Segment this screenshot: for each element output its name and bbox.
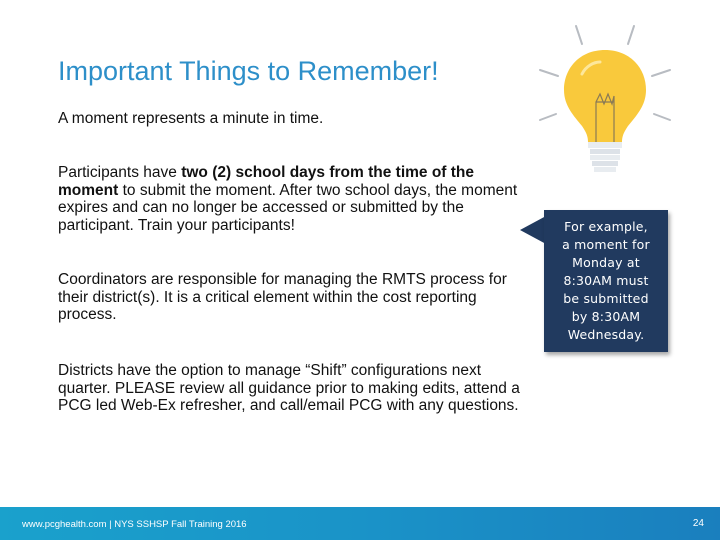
paragraph-participant-deadline (58, 164, 528, 234)
callout-line: Wednesday. (567, 327, 645, 342)
callout-line: 8:30AM must (563, 273, 649, 288)
page-number: 24 (692, 518, 704, 529)
paragraph-moment-definition: A moment represents a minute in time. (58, 110, 324, 127)
example-callout (544, 210, 668, 352)
footer-url: www.pcghealth.com | NYS SSHSP Fall Training 2016 (22, 519, 247, 530)
paragraph-coordinators: Coordinators are responsible for managing the RMTS process for their district(s). It is a critical element within the cost reporting process. (58, 271, 507, 323)
callout-pointer (520, 216, 546, 244)
callout-text (552, 218, 660, 344)
deadline-emphasis: two (2) school days from the time of the moment (58, 164, 475, 199)
callout-line: by 8:30AM (571, 309, 641, 324)
callout-line: a moment for (562, 237, 650, 252)
callout-line: For example, (564, 219, 648, 234)
paragraph-shift-configurations: Districts have the option to manage “Shift” configurations next quarter. PLEASE review all guidance prior to making edits, attend a PCG led Web-Ex refresher, and call/email PCG with any questions. (58, 362, 520, 414)
slide-title: Important Things to Remember! (58, 56, 439, 86)
deadline-text-end: to submit the moment. After two school days, the moment expires and can no longer be accessed or submitted by the participant. Train your participants! (58, 181, 518, 234)
lightbulb-icon (530, 22, 680, 182)
deadline-text-start: Participants have (58, 164, 182, 181)
callout-line: Monday at (572, 255, 640, 270)
footer-bar (0, 507, 720, 540)
callout-line: be submitted (563, 291, 649, 306)
